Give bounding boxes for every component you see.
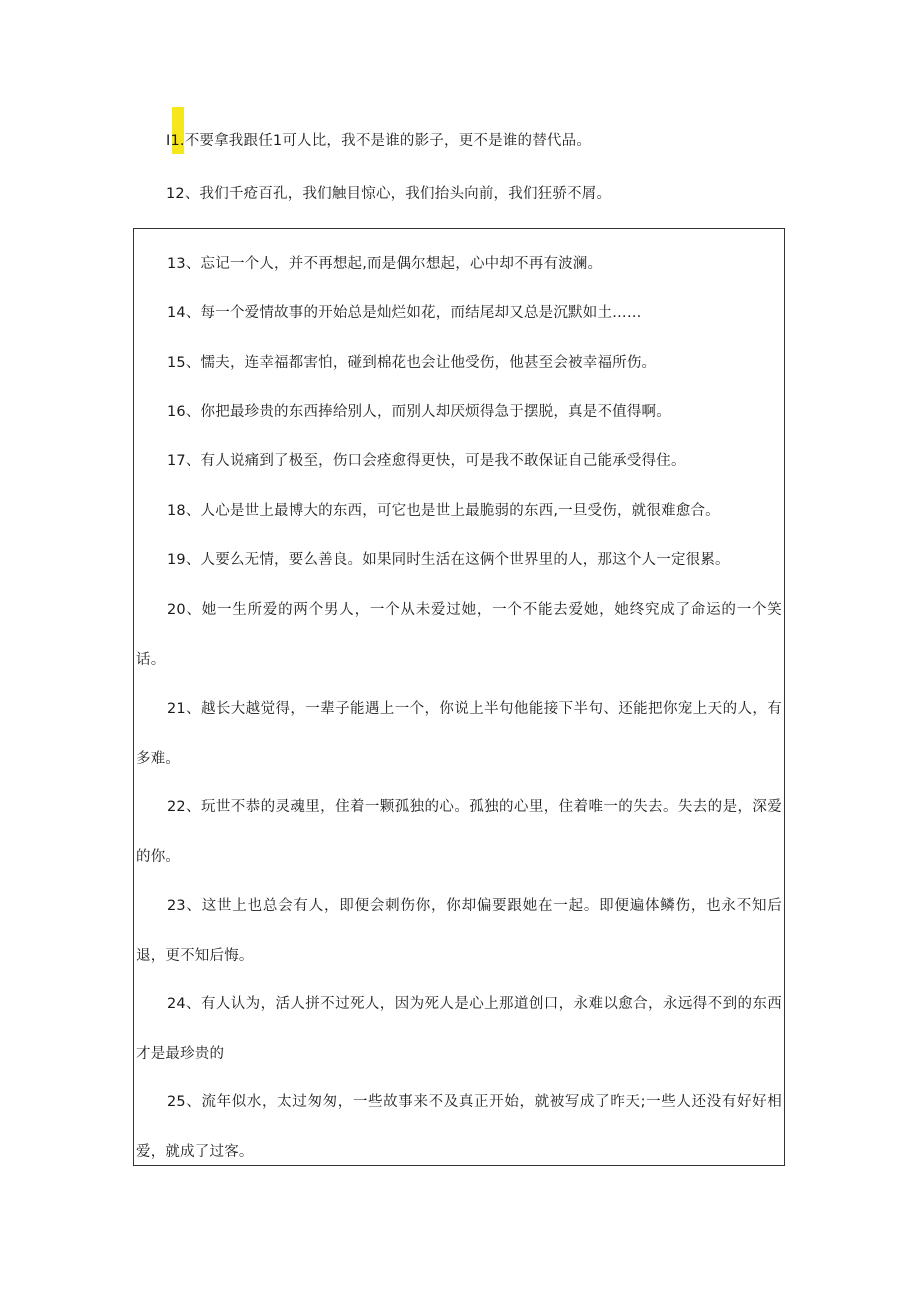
quote-paragraph-22: 22、玩世不恭的灵魂里，住着一颗孤独的心。孤独的心里，住着唯一的失去。失去的是，深爱的你。 — [136, 799, 782, 865]
quote-line-18: 18、人心是世上最博大的东西，可它也是世上最脆弱的东西,一旦受伤，就很难愈合。 — [167, 503, 720, 519]
quote-paragraph-25: 25、流年似水，太过匆匆，一些故事来不及真正开始，就被写成了昨天;一些人还没有好好相爱，就成了过客。 — [136, 1094, 782, 1160]
quote-line-17: 17、有人说痛到了极至，伤口会痊愈得更快，可是我不敢保证自己能承受得住。 — [167, 453, 686, 469]
quote-line-12: 12、我们千疮百孔，我们触目惊心，我们抬头向前，我们狂骄不屑。 — [166, 186, 612, 202]
quote-line-15: 15、懦夫，连幸福都害怕，碰到棉花也会让他受伤，他甚至会被幸福所伤。 — [167, 355, 657, 371]
quote-line-19: 19、人要么无情，要么善良。如果同时生活在这俩个世界里的人，那这个人一定很累。 — [167, 552, 730, 568]
quote-line-11: I1.不要拿我跟任1可人比，我不是谁的影子，更不是谁的替代品。 — [166, 133, 592, 149]
quote-box — [133, 228, 785, 1166]
quote-paragraph-20: 20、她一生所爱的两个男人，一个从未爱过她，一个不能去爱她，她终究成了命运的一个笑话。 — [136, 602, 782, 668]
quote-line-13: 13、忘记一个人，并不再想起,而是偶尔想起，心中却不再有波澜。 — [167, 256, 603, 272]
quote-paragraph-23: 23、这世上也总会有人，即便会刺伤你，你却偏要跟她在一起。即便遍体鳞伤，也永不知后退，更不知后悔。 — [136, 898, 782, 964]
quote-line-16: 16、你把最珍贵的东西捧给别人，而别人却厌烦得急于摆脱，真是不值得啊。 — [167, 404, 671, 420]
quote-line-14: 14、每一个爱情故事的开始总是灿烂如花，而结尾却又总是沉默如土…… — [167, 305, 642, 321]
quote-paragraph-21: 21、越长大越觉得，一辈子能遇上一个，你说上半句他能接下半句、还能把你宠上天的人，有多难。 — [136, 701, 782, 767]
quote-paragraph-24: 24、有人认为，活人拼不过死人，因为死人是心上那道创口，永难以愈合，永远得不到的东西才是最珍贵的 — [136, 996, 782, 1062]
